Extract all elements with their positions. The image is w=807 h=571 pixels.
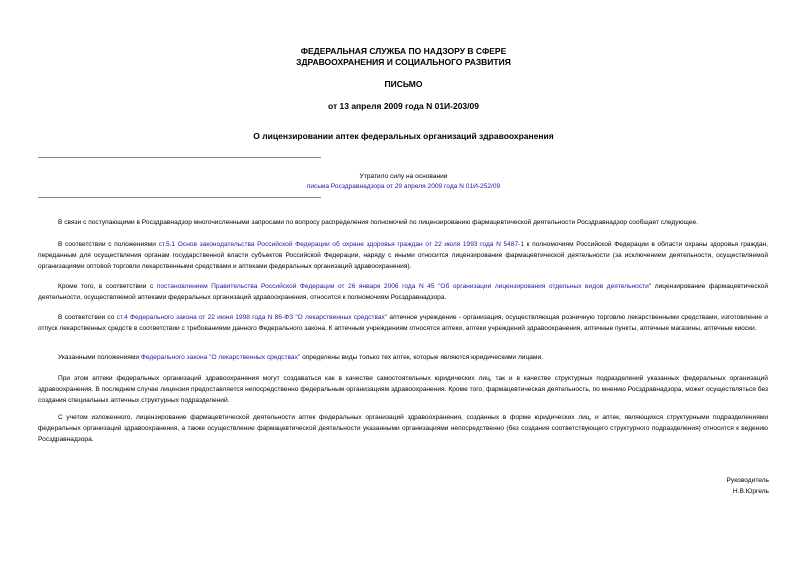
header-org-line2: ЗДРАВООХРАНЕНИЯ И СОЦИАЛЬНОГО РАЗВИТИЯ [296, 57, 511, 67]
signature-title: Руководитель [726, 477, 769, 484]
signature-name: Н.В.Юргель [732, 488, 769, 495]
paragraph-4-text-b: аптечное учреждение - организация, осуществляющая розничную торговлю лекарственными средствами, изготовление и отпуск лекарственных средств в соответствии с требованиями данного Федерального закона. К аптечным учреждениям относятся аптеки, аптеки учреждений здравоохранения, аптечные пункты, аптечные магазины, аптечные киоски. [38, 314, 768, 332]
medicines-law-link[interactable]: Федерального закона "О лекарственных средствах" [140, 354, 301, 361]
paragraph-5 [38, 353, 768, 364]
paragraph-5-text-a: Указанными положениями [58, 354, 141, 361]
paragraph-7 [38, 413, 768, 445]
paragraph-6-text: При этом аптеки федеральных организаций здравоохранения могут создаваться как в качестве самостоятельных юридических лиц, так и в качестве структурных подразделений указанных федеральных организаций здравоохранения. В последнем случае лицензия предоставляется непосредственно федеральным организациям здравоохранения. Кроме того, фармацевтическая деятельность, по мнению Росздравнадзора, может осуществляться без создания специальных аптечных структурных подразделений. [38, 375, 768, 404]
law-basics-link[interactable]: ст.5.1 Основ законодательства Российской Федерации об охране здоровья граждан от 22 июля 1993 года N 5487-1 [158, 241, 525, 248]
paragraph-1 [38, 218, 768, 229]
paragraph-6 [38, 374, 768, 406]
repeal-letter-link[interactable]: письма Росздравнадзора от 29 апреля 2009 года N 01И-252/09 [306, 183, 501, 190]
header-org-line1: ФЕДЕРАЛЬНАЯ СЛУЖБА ПО НАДЗОРУ В СФЕРЕ [300, 46, 507, 56]
paragraph-5-text-b: определены виды только тех аптек, которые являются юридическими лицами. [300, 354, 543, 361]
paragraph-4 [38, 313, 768, 335]
federal-law-article-link[interactable]: ст.4 Федерального закона от 22 июня 1998 года N 86-ФЗ "О лекарственных средствах" [116, 314, 388, 321]
paragraph-2 [38, 240, 768, 272]
paragraph-7-text: С учетом изложенного, лицензирование фармацевтической деятельности аптек федеральных организаций здравоохранения, созданных в форме юридических лиц, и аптек, являющихся структурными подразделениями федеральных организаций здравоохранения, а также осуществление фармацевтической деятельности указанными организациями непосредственно (без создания соответствующего структурного подразделения) относится к ведению Росздравнадзора. [38, 414, 768, 443]
separator-bottom [38, 197, 321, 198]
separator-top [38, 157, 321, 158]
paragraph-1-text: В связи с поступающими в Росздравнадзор многочисленными запросами по вопросу распределения полномочий по лицензированию фармацевтической деятельности Росздравнадзор сообщает следующее. [58, 219, 699, 226]
repeal-note: Утратило силу на основании [359, 173, 448, 180]
paragraph-2-text-b: к полномочиям Российской Федерации в области охраны здоровья граждан, переданным для осуществления органам государственной власти субъектов Российской Федерации, наряду с иными относится лицензирование фармацевтической деятельности (за исключением деятельности, осуществляемой организациями оптовой торговли лекарственными средствами и аптеками федеральных организаций здравоохранения). [38, 241, 768, 270]
paragraph-4-text-a: В соответствии со [58, 314, 117, 321]
document-subject: О лицензировании аптек федеральных организаций здравоохранения [253, 131, 554, 141]
government-decree-link[interactable]: постановлением Правительства Российской Федерации от 26 января 2006 года N 45 "Об организации лицензирования отдельных видов деятельности" [156, 283, 652, 290]
repeal-link-line [150, 182, 657, 192]
paragraph-3-text-a: Кроме того, в соответствии с [58, 283, 157, 290]
paragraph-2-text-a: В соответствии с положениями [58, 241, 159, 248]
header-doc-type: ПИСЬМО [384, 79, 423, 89]
paragraph-3-text-b: лицензирование фармацевтической деятельности, осуществляемой аптеками федеральных организаций здравоохранения, относится к полномочиям Росздравнадзора. [38, 283, 769, 301]
header-doc-date: от 13 апреля 2009 года N 01И-203/09 [328, 101, 479, 111]
paragraph-3 [38, 282, 768, 304]
